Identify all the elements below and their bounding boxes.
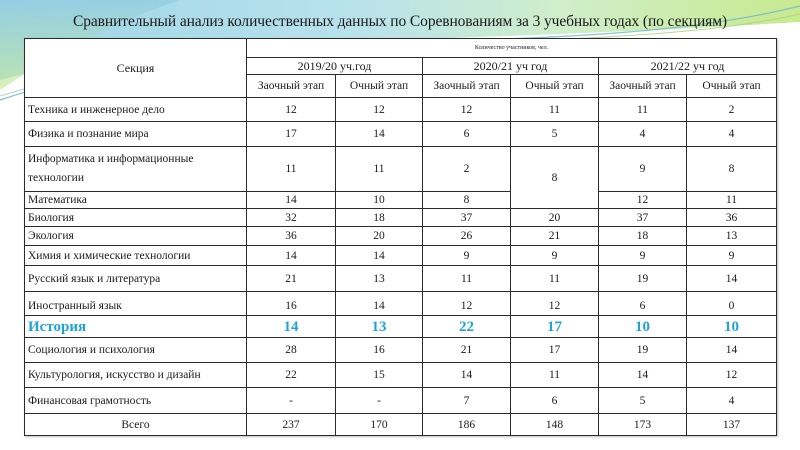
section-name: Информатика и информационные технологии bbox=[25, 147, 247, 192]
total-value: 137 bbox=[687, 414, 777, 436]
value-cell: 11 bbox=[599, 98, 687, 122]
value-cell: 9 bbox=[511, 246, 599, 266]
value-cell: 12 bbox=[423, 98, 511, 122]
year-header-2019-20: 2019/20 уч.год bbox=[247, 58, 423, 75]
section-name: Экология bbox=[25, 227, 247, 246]
value-cell: 17 bbox=[511, 316, 599, 338]
value-cell: 14 bbox=[336, 246, 423, 266]
value-cell: 15 bbox=[336, 363, 423, 388]
value-cell: 37 bbox=[423, 209, 511, 227]
year-header-2020-21: 2020/21 уч год bbox=[423, 58, 599, 75]
value-cell: 14 bbox=[247, 246, 336, 266]
value-cell: 14 bbox=[247, 192, 336, 209]
value-cell: 9 bbox=[599, 246, 687, 266]
section-column-header: Секция bbox=[25, 39, 247, 98]
value-cell: 17 bbox=[511, 338, 599, 363]
total-label: Всего bbox=[25, 414, 247, 436]
value-cell: 18 bbox=[599, 227, 687, 246]
table-row bbox=[25, 246, 777, 266]
value-cell: 9 bbox=[423, 246, 511, 266]
table-row bbox=[25, 192, 777, 209]
value-cell: 5 bbox=[511, 122, 599, 147]
total-value: 170 bbox=[336, 414, 423, 436]
value-cell: 10 bbox=[599, 316, 687, 338]
total-row bbox=[25, 414, 777, 436]
value-cell: 4 bbox=[687, 122, 777, 147]
value-cell: 14 bbox=[247, 316, 336, 338]
total-value: 186 bbox=[423, 414, 511, 436]
value-cell: 22 bbox=[423, 316, 511, 338]
value-cell: 20 bbox=[336, 227, 423, 246]
section-name: Биология bbox=[25, 209, 247, 227]
value-cell: 17 bbox=[247, 122, 336, 147]
value-cell: 11 bbox=[687, 192, 777, 209]
total-value: 148 bbox=[511, 414, 599, 436]
section-name: Иностранный язык bbox=[25, 292, 247, 316]
table-row bbox=[25, 98, 777, 122]
section-name: Культурология, искусство и дизайн bbox=[25, 363, 247, 388]
table-row bbox=[25, 227, 777, 246]
value-cell: 21 bbox=[247, 266, 336, 292]
value-cell: 19 bbox=[599, 338, 687, 363]
value-cell: 8 bbox=[687, 147, 777, 192]
value-cell: 9 bbox=[687, 246, 777, 266]
value-cell: 6 bbox=[511, 388, 599, 414]
value-cell: 28 bbox=[247, 338, 336, 363]
value-cell: 12 bbox=[247, 98, 336, 122]
table-row bbox=[25, 363, 777, 388]
value-cell: 11 bbox=[511, 266, 599, 292]
value-cell: 10 bbox=[336, 192, 423, 209]
value-cell: 12 bbox=[599, 192, 687, 209]
table-row bbox=[25, 266, 777, 292]
value-cell: 14 bbox=[423, 363, 511, 388]
section-name: Химия и химические технологии bbox=[25, 246, 247, 266]
table-row bbox=[25, 292, 777, 316]
value-cell: 4 bbox=[687, 388, 777, 414]
value-cell: 10 bbox=[687, 316, 777, 338]
value-cell: 36 bbox=[247, 227, 336, 246]
value-cell: 21 bbox=[423, 338, 511, 363]
value-cell: 0 bbox=[687, 292, 777, 316]
value-cell: 11 bbox=[336, 147, 423, 192]
total-value: 237 bbox=[247, 414, 336, 436]
value-cell: 37 bbox=[599, 209, 687, 227]
table-row bbox=[25, 338, 777, 363]
value-cell: 21 bbox=[511, 227, 599, 246]
value-cell: 11 bbox=[511, 363, 599, 388]
value-cell: 14 bbox=[336, 292, 423, 316]
value-cell: 11 bbox=[247, 147, 336, 192]
table-row bbox=[25, 122, 777, 147]
merged-value-cell: 8 bbox=[511, 147, 599, 209]
value-cell: 32 bbox=[247, 209, 336, 227]
stage-header: Очный этап bbox=[687, 75, 777, 98]
section-name: История bbox=[25, 316, 247, 338]
total-value: 173 bbox=[599, 414, 687, 436]
value-cell: 20 bbox=[511, 209, 599, 227]
stage-header: Очный этап bbox=[336, 75, 423, 98]
value-cell: - bbox=[247, 388, 336, 414]
value-cell: 5 bbox=[599, 388, 687, 414]
value-cell: 14 bbox=[336, 122, 423, 147]
value-cell: 6 bbox=[423, 122, 511, 147]
participants-group-header: Количество участников, чел. bbox=[247, 39, 777, 58]
value-cell: - bbox=[336, 388, 423, 414]
comparison-table bbox=[24, 38, 777, 436]
stage-header: Заочный этап bbox=[247, 75, 336, 98]
section-name: Финансовая грамотность bbox=[25, 388, 247, 414]
value-cell: 11 bbox=[511, 98, 599, 122]
section-name: Социология и психология bbox=[25, 338, 247, 363]
value-cell: 18 bbox=[336, 209, 423, 227]
year-header-2021-22: 2021/22 уч год bbox=[599, 58, 777, 75]
section-name: Русский язык и литература bbox=[25, 266, 247, 292]
value-cell: 12 bbox=[511, 292, 599, 316]
value-cell: 9 bbox=[599, 147, 687, 192]
section-name: Математика bbox=[25, 192, 247, 209]
value-cell: 19 bbox=[599, 266, 687, 292]
value-cell: 2 bbox=[687, 98, 777, 122]
value-cell: 11 bbox=[423, 266, 511, 292]
value-cell: 12 bbox=[423, 292, 511, 316]
value-cell: 7 bbox=[423, 388, 511, 414]
stage-header: Заочный этап bbox=[599, 75, 687, 98]
value-cell: 22 bbox=[247, 363, 336, 388]
value-cell: 36 bbox=[687, 209, 777, 227]
value-cell: 13 bbox=[336, 266, 423, 292]
stage-header: Заочный этап bbox=[423, 75, 511, 98]
value-cell: 8 bbox=[423, 192, 511, 209]
value-cell: 4 bbox=[599, 122, 687, 147]
value-cell: 16 bbox=[336, 338, 423, 363]
value-cell: 12 bbox=[687, 363, 777, 388]
table-row-highlighted bbox=[25, 316, 777, 338]
stage-header: Очный этап bbox=[511, 75, 599, 98]
table-row bbox=[25, 388, 777, 414]
section-name: Техника и инженерное дело bbox=[25, 98, 247, 122]
value-cell: 14 bbox=[687, 266, 777, 292]
page-title: Сравнительный анализ количественных данных по Соревнованиям за 3 учебных годах (по секциям) bbox=[73, 13, 727, 30]
value-cell: 13 bbox=[336, 316, 423, 338]
value-cell: 13 bbox=[687, 227, 777, 246]
table-row bbox=[25, 209, 777, 227]
value-cell: 14 bbox=[687, 338, 777, 363]
value-cell: 2 bbox=[423, 147, 511, 192]
table-row bbox=[25, 147, 777, 192]
section-name: Физика и познание мира bbox=[25, 122, 247, 147]
value-cell: 16 bbox=[247, 292, 336, 316]
value-cell: 14 bbox=[599, 363, 687, 388]
value-cell: 6 bbox=[599, 292, 687, 316]
value-cell: 12 bbox=[336, 98, 423, 122]
value-cell: 26 bbox=[423, 227, 511, 246]
